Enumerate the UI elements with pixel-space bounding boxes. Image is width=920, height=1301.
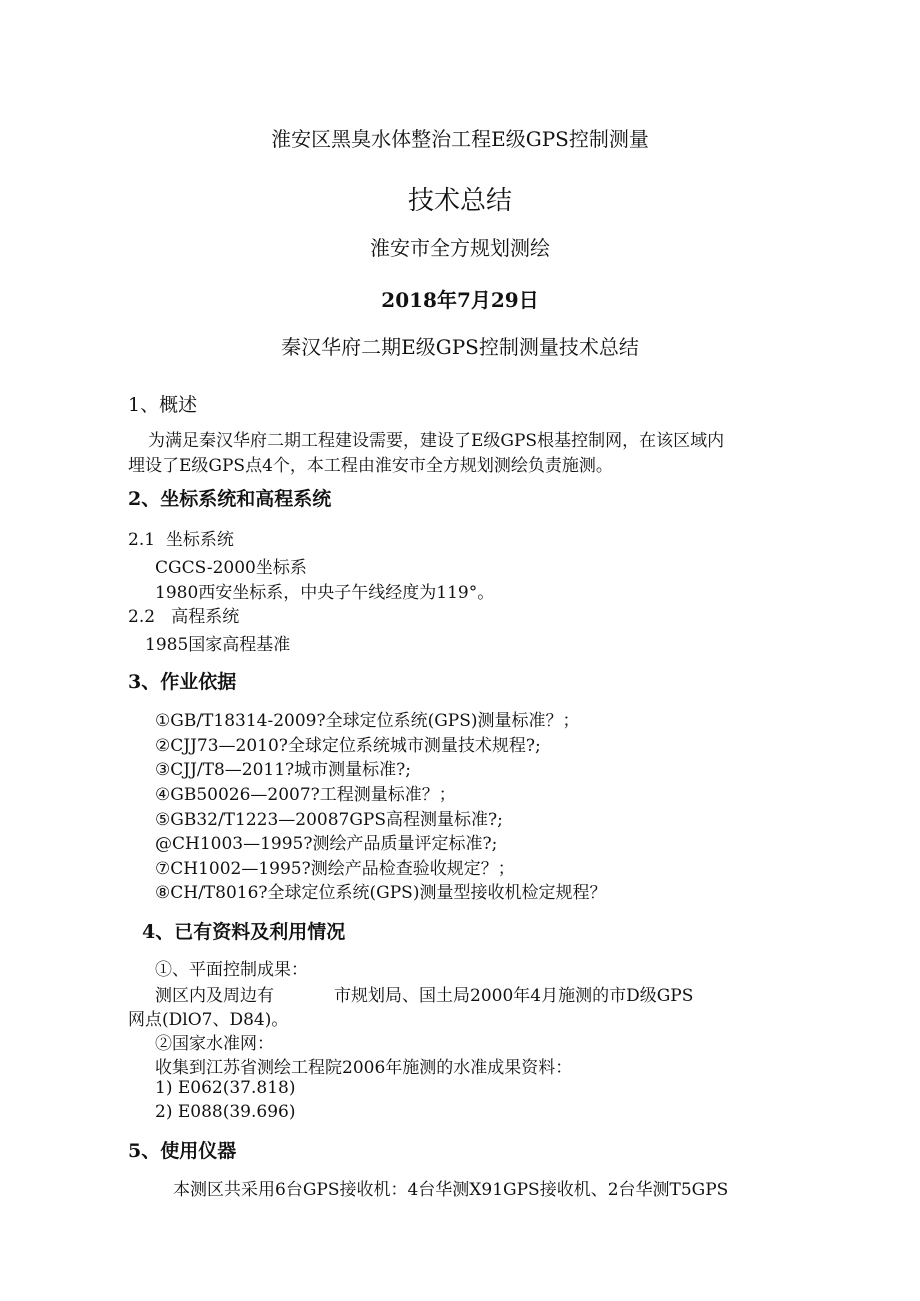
standard-item: ⑤GB32/T1223—20087GPS高程测量标准?; <box>155 810 503 830</box>
standard-item: ⑦CH1002—1995?测绘产品检查验收规定？； <box>155 859 515 879</box>
organization: 淮安市全方规划测绘 <box>370 236 550 260</box>
standard-item: ④GB50026—2007?工程测量标准？； <box>155 785 456 805</box>
section-1-heading: 1、概述 <box>128 394 198 416</box>
doc-title-line1: 淮安区黑臭水体整治工程E级GPS控制测量 <box>271 127 649 151</box>
standard-item: ③CJJ/T8—2011?城市测量标准?; <box>155 760 411 780</box>
section-3-heading: 3、作业依据 <box>128 671 237 693</box>
section-1-paragraph-line2: 埋设了E级GPS点4个，本工程由淮安市全方规划测绘负责施测。 <box>128 456 613 476</box>
leveling-point-1: 1) E062(37.818) <box>155 1078 296 1098</box>
subsection-2-1-title: 坐标系统 <box>165 530 234 550</box>
subsection-2-1 <box>128 525 234 550</box>
subsection-2-2 <box>128 602 239 627</box>
section-4-heading: 4、已有资料及利用情况 <box>142 921 346 943</box>
standard-item: ①GB/T18314-2009?全球定位系统(GPS)测量标准？； <box>155 711 580 731</box>
standard-item: ②CJJ73—2010?全球定位系统城市测量技术规程?; <box>155 736 541 756</box>
plane-control-text-a: 测区内及周边有 <box>155 986 274 1006</box>
section-2-heading: 2、坐标系统和高程系统 <box>128 488 332 510</box>
subsection-2-2-number: 2.2 <box>128 607 156 627</box>
coordinate-system-2: 1980西安坐标系，中央子午线经度为119°。 <box>155 583 495 603</box>
plane-control-text-b: 市规划局、国土局2000年4月施测的市D级GPS <box>334 986 694 1006</box>
coordinate-system-1: CGCS-2000坐标系 <box>155 558 307 578</box>
standard-item: ⑧CH/T8016?全球定位系统(GPS)测量型接收机检定规程？ <box>155 883 607 903</box>
doc-title-line2: 技术总结 <box>407 186 512 216</box>
plane-control-points: 网点(DlO7、D84)。 <box>128 1010 289 1030</box>
standard-item: @CH1003—1995?测绘产品质量评定标准?; <box>155 834 498 854</box>
doc-subtitle: 秦汉华府二期E级GPS控制测量技术总结 <box>281 335 639 359</box>
leveling-network-label: ②国家水准网： <box>155 1034 274 1054</box>
instruments-paragraph: 本测区共采用6台GPS接收机：4台华测X91GPS接收机、2台华测T5GPS <box>173 1180 729 1200</box>
leveling-network-text: 收集到江苏省测绘工程院2006年施测的水准成果资料： <box>155 1058 573 1078</box>
height-datum: 1985国家高程基准 <box>145 635 291 655</box>
section-1-paragraph-line1: 为满足秦汉华府二期工程建设需要，建设了E级GPS根基控制网，在该区域内 <box>148 431 725 451</box>
leveling-point-2: 2) E088(39.696) <box>155 1102 296 1122</box>
section-5-heading: 5、使用仪器 <box>128 1140 237 1162</box>
date: 2018年7月29日 <box>381 288 539 312</box>
plane-control-label: ①、平面控制成果： <box>155 960 308 980</box>
subsection-2-2-title: 高程系统 <box>171 607 240 627</box>
subsection-2-1-number: 2.1 <box>128 530 156 550</box>
